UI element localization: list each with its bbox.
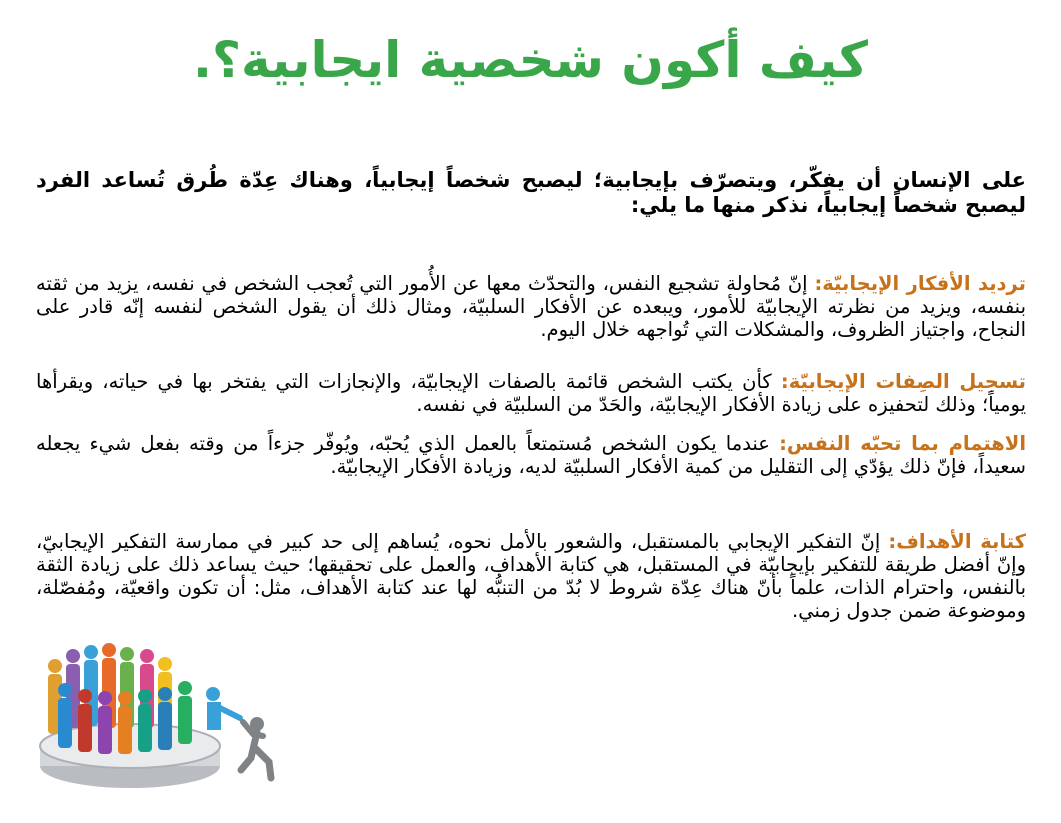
section-heading: كتابة الأهداف: (888, 530, 1026, 553)
section-write-goals (36, 530, 1026, 622)
section-text: إنّ التفكير الإيجابي بالمستقبل، والشعور بالأمل نحوه، يُساهم إلى حد كبير في ممارسة التفكير الإيجابيّ، وإنّ أفضل طريقة للتفكير بإيجابيّة في المستقبل، هي كتابة الأهداف، والعمل على تحقيقها؛ حيث يساعد ذلك على زيادة الثقة بالنفس، واحترام الذات، علماً بأنّ هناك عِدّة شروط لا بُدّ من التنبُّه لها عند كتابة الأهداف، مثل: أن تكون واقعيّة، ومُفصّلة، وموضوعة ضمن جدول زمني. (36, 530, 1026, 622)
section-heading: ترديد الأفكار الإيجابيّة: (814, 272, 1026, 295)
section-self-care (36, 432, 1026, 478)
section-positive-thoughts (36, 272, 1026, 341)
section-text: عندما يكون الشخص مُستمتعاً بالعمل الذي يُحبّه، ويُوفّر جزءاً من وقته بفعل شيء يجعله سعيداً، فإنّ ذلك يؤدّي إلى التقليل من كمية الأفكار السلبيّة لديه، وزيادة الأفكار الإيجابيّة. (36, 432, 1026, 478)
section-text: كأن يكتب الشخص قائمة بالصفات الإيجابيّة، والإنجازات التي يفتخر بها في حياته، ويقرأها يومياً؛ وذلك لتحفيزه على زيادة الأفكار الإيجابيّة، والحَدّ من السلبيّة في نفسه. (36, 370, 1026, 416)
section-heading: الاهتمام بما تحبّه النفس: (779, 432, 1027, 455)
section-record-traits (36, 370, 1026, 416)
page-title: كيف أكون شخصية ايجابية؟. (193, 31, 868, 89)
section-text: إنّ مُحاولة تشجيع النفس، والتحدّث معها عن الأُمور التي تُعجب الشخص في نفسه، يزيد من ثقته بنفسه، ويزيد من نظرته الإيجابيّة للأمور، ويبعده عن الأفكار السلبيّة، ومثال ذلك أن يقول الشخص لنفسه إنّه قادر على النجاح، واجتياز الظروف، والمشكلات التي تُواجهه خلال اليوم. (36, 272, 1026, 341)
crowd-helping-hand-icon (35, 638, 280, 798)
section-heading: تسجيل الصِفات الإيجابيّة: (780, 370, 1026, 393)
intro-paragraph: على الإنسان أن يفكّر، ويتصرّف بإيجابية؛ ليصبح شخصاً إيجابياً، وهناك عِدّة طُرق تُساعد الفرد ليصبح شخصاً إيجابياً، نذكر منها ما يلي: (36, 168, 1026, 217)
